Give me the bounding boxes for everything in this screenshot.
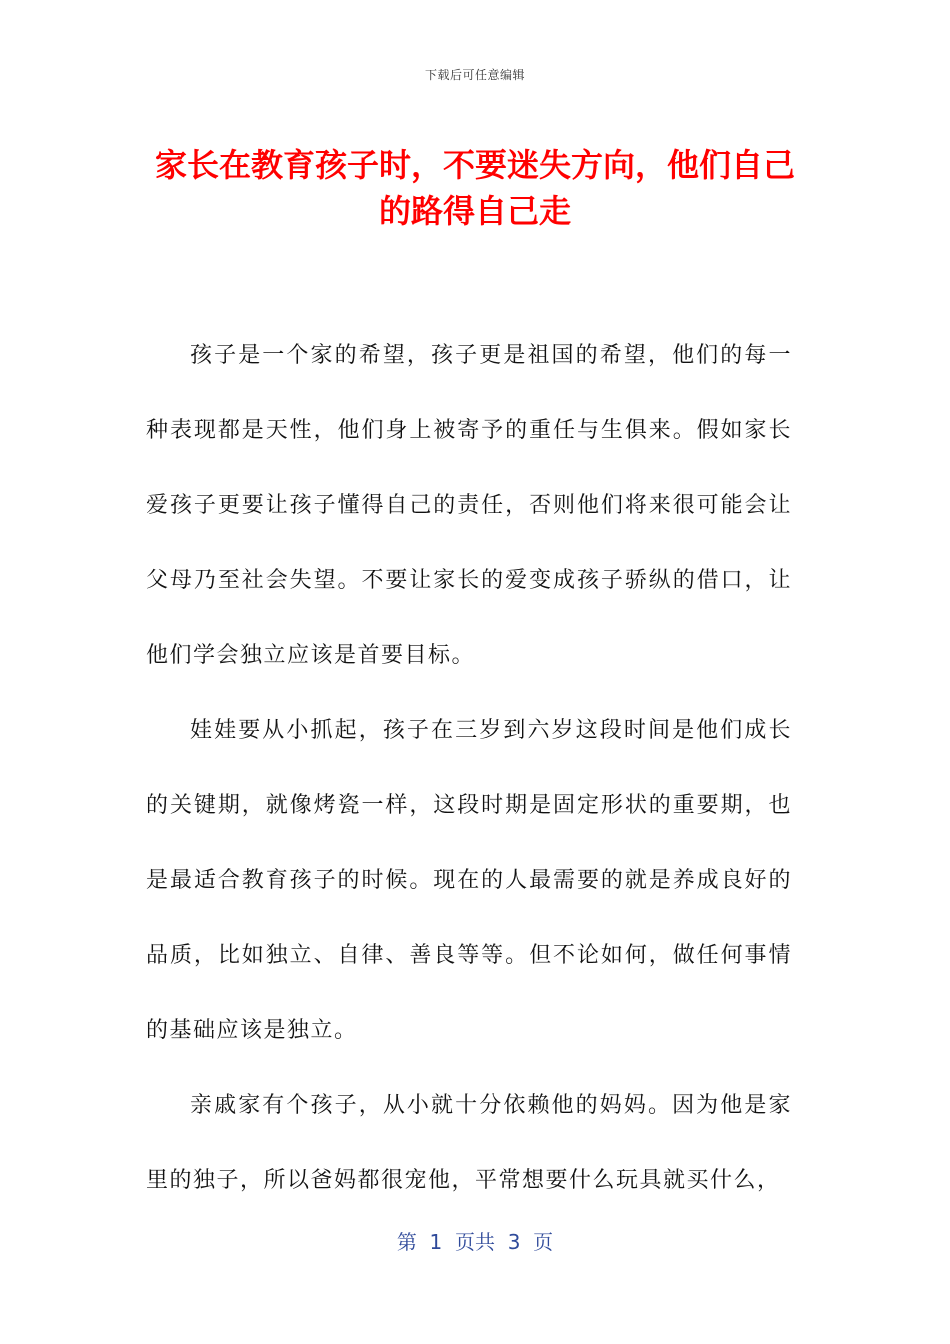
paragraph-3: 亲戚家有个孩子，从小就十分依赖他的妈妈。因为他是家里的独子，所以爸妈都很宠他，平常想要什么玩具就买什么，	[146, 1093, 792, 1193]
header-note: 下载后可任意编辑	[424, 68, 525, 82]
page-number: 第 1 页共 3 页	[396, 1230, 554, 1254]
paragraph-1: 孩子是一个家的希望，孩子更是祖国的希望，他们的每一种表现都是天性，他们身上被寄予的重任与生俱来。假如家长爱孩子更要让孩子懂得自己的责任，否则他们将来很可能会让父母乃至社会失望。不要让家长的爱变成孩子骄纵的借口，让他们学会独立应该是首要目标。	[146, 343, 792, 668]
paragraph-2: 娃娃要从小抓起，孩子在三岁到六岁这段时间是他们成长的关键期，就像烤瓷一样，这段时期是固定形状的重要期，也是最适合教育孩子的时候。现在的人最需要的就是养成良好的品质，比如独立、自律、善良等等。但不论如何，做任何事情的基础应该是独立。	[146, 718, 792, 1043]
article-title: 家长在教育孩子时，不要迷失方向，他们自己的路得自己走	[154, 146, 795, 230]
article-body	[146, 318, 792, 1218]
